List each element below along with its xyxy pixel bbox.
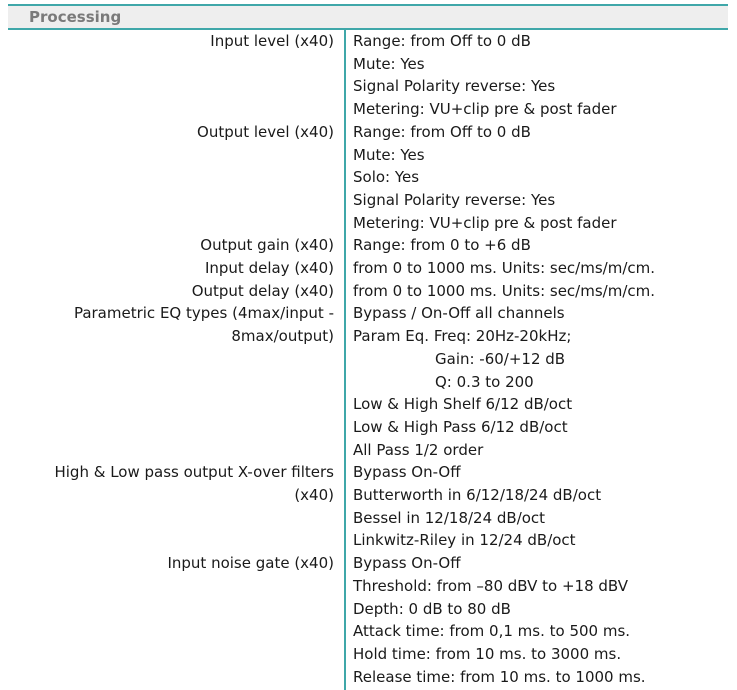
- spec-row-input-level: [0, 30, 737, 121]
- spec-value: Metering: VU+clip pre & post fader: [353, 100, 617, 119]
- spec-value: Mute: Yes: [353, 54, 425, 73]
- spec-values: [353, 234, 531, 257]
- spec-value: Threshold: from –80 dBV to +18 dBV: [353, 576, 629, 595]
- spec-value: from 0 to 1000 ms. Units: sec/ms/m/cm.: [353, 259, 656, 278]
- spec-row-output-delay: [0, 280, 737, 303]
- spec-value: Solo: Yes: [353, 168, 420, 187]
- spec-value: from 0 to 1000 ms. Units: sec/ms/m/cm.: [353, 281, 656, 300]
- spec-values: [353, 30, 617, 121]
- spec-row-xover-filters: [0, 461, 737, 552]
- spec-value: All Pass 1/2 order: [353, 440, 484, 459]
- spec-value: Bypass / On-Off all channels: [353, 304, 565, 323]
- spec-label: Input level (x40): [210, 32, 334, 50]
- spec-label: Input noise gate (x40): [167, 554, 334, 573]
- spec-value: Gain: -60/+12 dB: [435, 349, 566, 368]
- spec-values: [353, 302, 572, 461]
- spec-label: [0, 302, 334, 347]
- spec-label: Output delay (x40): [191, 281, 334, 300]
- spec-row-noise-gate: [0, 552, 737, 688]
- spec-label-line: 8max/output): [231, 327, 334, 346]
- spec-row-output-level: [0, 121, 737, 235]
- spec-label: [0, 461, 334, 506]
- spec-value: Bessel in 12/18/24 dB/oct: [353, 508, 546, 527]
- spec-values: [353, 280, 655, 303]
- spec-row-input-delay: [0, 257, 737, 280]
- spec-values: [353, 121, 617, 235]
- spec-values: [353, 552, 646, 688]
- spec-values: [353, 257, 655, 280]
- spec-label-line: Parametric EQ types (4max/input -: [73, 304, 334, 323]
- spec-value: Attack time: from 0,1 ms. to 500 ms.: [353, 622, 631, 641]
- spec-value: Hold time: from 10 ms. to 3000 ms.: [353, 644, 622, 663]
- spec-value: Range: from Off to 0 dB: [353, 122, 531, 141]
- spec-label: Output gain (x40): [200, 236, 334, 255]
- spec-table: [0, 30, 737, 688]
- spec-value: Range: from Off to 0 dB: [353, 32, 531, 50]
- spec-value: Linkwitz-Riley in 12/24 dB/oct: [353, 531, 576, 550]
- spec-value: Q: 0.3 to 200: [435, 372, 534, 391]
- spec-value: Depth: 0 dB to 80 dB: [353, 599, 511, 618]
- spec-label: Input delay (x40): [204, 259, 334, 278]
- spec-label-line: (x40): [294, 486, 334, 505]
- spec-value: Release time: from 10 ms. to 1000 ms.: [353, 667, 646, 686]
- spec-values: [353, 461, 601, 552]
- spec-value: Signal Polarity reverse: Yes: [353, 77, 556, 96]
- spec-value: Butterworth in 6/12/18/24 dB/oct: [353, 486, 602, 505]
- spec-value: Metering: VU+clip pre & post fader: [353, 213, 617, 232]
- spec-row-parametric-eq: [0, 302, 737, 461]
- spec-label-line: High & Low pass output X-over filters: [54, 463, 334, 482]
- spec-value: Param Eq. Freq: 20Hz-20kHz;: [353, 327, 572, 346]
- spec-value: Bypass On-Off: [353, 463, 461, 482]
- section-title: Processing: [29, 8, 122, 26]
- section-header: [8, 6, 728, 28]
- spec-value: Mute: Yes: [353, 145, 425, 164]
- spec-value: Range: from 0 to +6 dB: [353, 236, 531, 255]
- spec-value: Low & High Pass 6/12 dB/oct: [353, 417, 568, 436]
- spec-value: Low & High Shelf 6/12 dB/oct: [353, 395, 573, 414]
- spec-label: Output level (x40): [197, 122, 334, 141]
- spec-value: Signal Polarity reverse: Yes: [353, 190, 556, 209]
- spec-value: Bypass On-Off: [353, 554, 461, 573]
- spec-row-output-gain: [0, 234, 737, 257]
